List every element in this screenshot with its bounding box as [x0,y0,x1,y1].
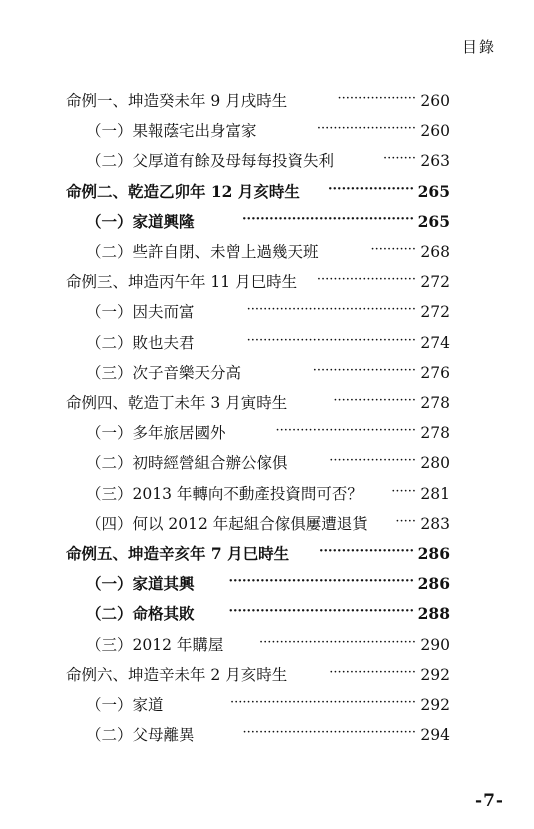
page-header: 目錄 [461,38,496,56]
toc-entry-title: （二）敗也夫君 [86,333,195,352]
toc-entry-page: 292 [420,665,450,684]
toc-entry-page: 281 [420,484,450,503]
toc-dot-leader: ·········································· [242,725,416,741]
toc-entry-page: 286 [417,544,450,563]
toc-entry-title: （一）果報蔭宅出身富家 [86,122,257,141]
toc-entry-page: 292 [420,696,450,714]
toc-dot-leader: ········································· [246,302,416,318]
toc-entry-page: 278 [420,394,450,412]
toc-section-entry[interactable] [0,358,534,388]
toc-entry-page: 272 [420,303,450,322]
toc-section-entry[interactable] [0,328,534,358]
toc-dot-leader: ·································· [275,423,416,439]
toc-entry-page: 268 [420,243,450,261]
toc-entry-page: 260 [420,122,450,141]
toc-chapter-entry[interactable] [0,539,534,569]
toc-entry-title: （一）家道興隆 [86,211,195,231]
toc-dot-leader: ··················· [328,181,414,197]
page-number: -7- [475,791,504,811]
toc-dot-leader: ········································· [228,604,414,620]
toc-entry-title: （二）父母離異 [86,726,195,745]
toc-dot-leader: ························ [316,121,416,137]
toc-entry-title: （一）家道其興 [86,574,195,594]
toc-dot-leader: ········································· [228,574,414,590]
toc-section-entry[interactable] [0,630,534,660]
toc-entry-title: （四）何以 2012 年起組合傢俱屢遭退貨 [86,514,368,533]
toc-chapter-entry[interactable] [0,177,534,207]
toc-section-entry[interactable] [0,599,534,629]
toc-dot-leader: ····· [395,513,416,529]
toc-entry-page: 283 [420,514,450,533]
toc-entry-page: 276 [420,363,450,382]
toc-dot-leader: ····················· [329,453,416,469]
toc-entry-title: 命例二、乾造乙卯年 12 月亥時生 [66,181,300,201]
toc-entry-page: 294 [420,726,450,745]
toc-entry-title: （一）多年旅居國外 [86,424,226,443]
toc-chapter-entry[interactable] [0,388,534,418]
toc-entry-title: （三）2013 年轉向不動產投資問可否？ [86,484,363,503]
toc-entry-title: （一）因夫而富 [86,303,195,322]
toc-dot-leader: ····················· [318,544,414,559]
toc-entry-title: 命例五、坤造辛亥年 7 月巳時生 [66,544,290,563]
toc-entry-title: 命例三、坤造丙午年 11 月巳時生 [66,273,298,292]
toc-section-entry[interactable] [0,207,534,237]
toc-entry-page: 288 [417,604,450,624]
toc-section-entry[interactable] [0,448,534,478]
toc-section-entry[interactable] [0,479,534,509]
toc-entry-title: 命例六、坤造辛未年 2 月亥時生 [66,665,288,684]
toc-entry-page: 265 [417,211,450,231]
toc-entry-title: （一）家道 [86,696,164,714]
toc-entry-page: 280 [420,454,450,473]
toc-section-entry[interactable] [0,569,534,599]
toc-section-entry[interactable] [0,116,534,146]
toc-dot-leader: ························· [312,362,416,378]
toc-dot-leader: ············································· [230,695,416,710]
toc-dot-leader: ··················· [337,91,416,106]
toc-entry-title: （二）父厚道有餘及母每每投資失利 [86,152,335,171]
toc-dot-leader: ························ [316,272,416,288]
toc-entry-page: 278 [420,424,450,443]
toc-section-entry[interactable] [0,297,534,327]
toc-entry-title: （二）初時經營組合辦公傢俱 [86,454,288,473]
toc-entry-title: （三）次子音樂天分高 [86,363,242,382]
toc-dot-leader: ······ [391,483,416,499]
toc-entry-page: 260 [420,92,450,110]
toc-entry-title: 命例四、乾造丁未年 3 月寅時生 [66,394,288,412]
toc-dot-leader: ······································ [242,211,414,227]
toc-dot-leader: ······································ [258,634,416,650]
toc-chapter-entry[interactable] [0,267,534,297]
toc-entry-page: 290 [420,635,450,654]
toc-dot-leader: ···················· [333,393,416,408]
toc-entry-page: 263 [420,152,450,171]
toc-entry-title: （二）命格其敗 [86,604,195,624]
toc-section-entry[interactable] [0,146,534,176]
toc-chapter-entry[interactable] [0,660,534,690]
toc-entry-title: （三）2012 年購屋 [86,635,224,654]
toc-dot-leader: ········ [382,151,416,167]
toc-dot-leader: ····················· [329,664,416,680]
toc-dot-leader: ··········· [370,242,416,257]
toc-entry-page: 272 [420,273,450,292]
toc-dot-leader: ········································· [246,332,416,348]
toc-entry-title: （二）些許自閉、未曾上過幾天班 [86,243,319,261]
toc-chapter-entry[interactable] [0,86,534,116]
toc-section-entry[interactable] [0,690,534,720]
toc-entry-page: 265 [417,181,450,201]
toc-entry-title: 命例一、坤造癸未年 9 月戌時生 [66,92,288,110]
toc-section-entry[interactable] [0,720,534,750]
toc-entry-page: 286 [417,574,450,594]
toc-section-entry[interactable] [0,509,534,539]
toc-section-entry[interactable] [0,418,534,448]
toc-section-entry[interactable] [0,237,534,267]
toc-entry-page: 274 [420,333,450,352]
